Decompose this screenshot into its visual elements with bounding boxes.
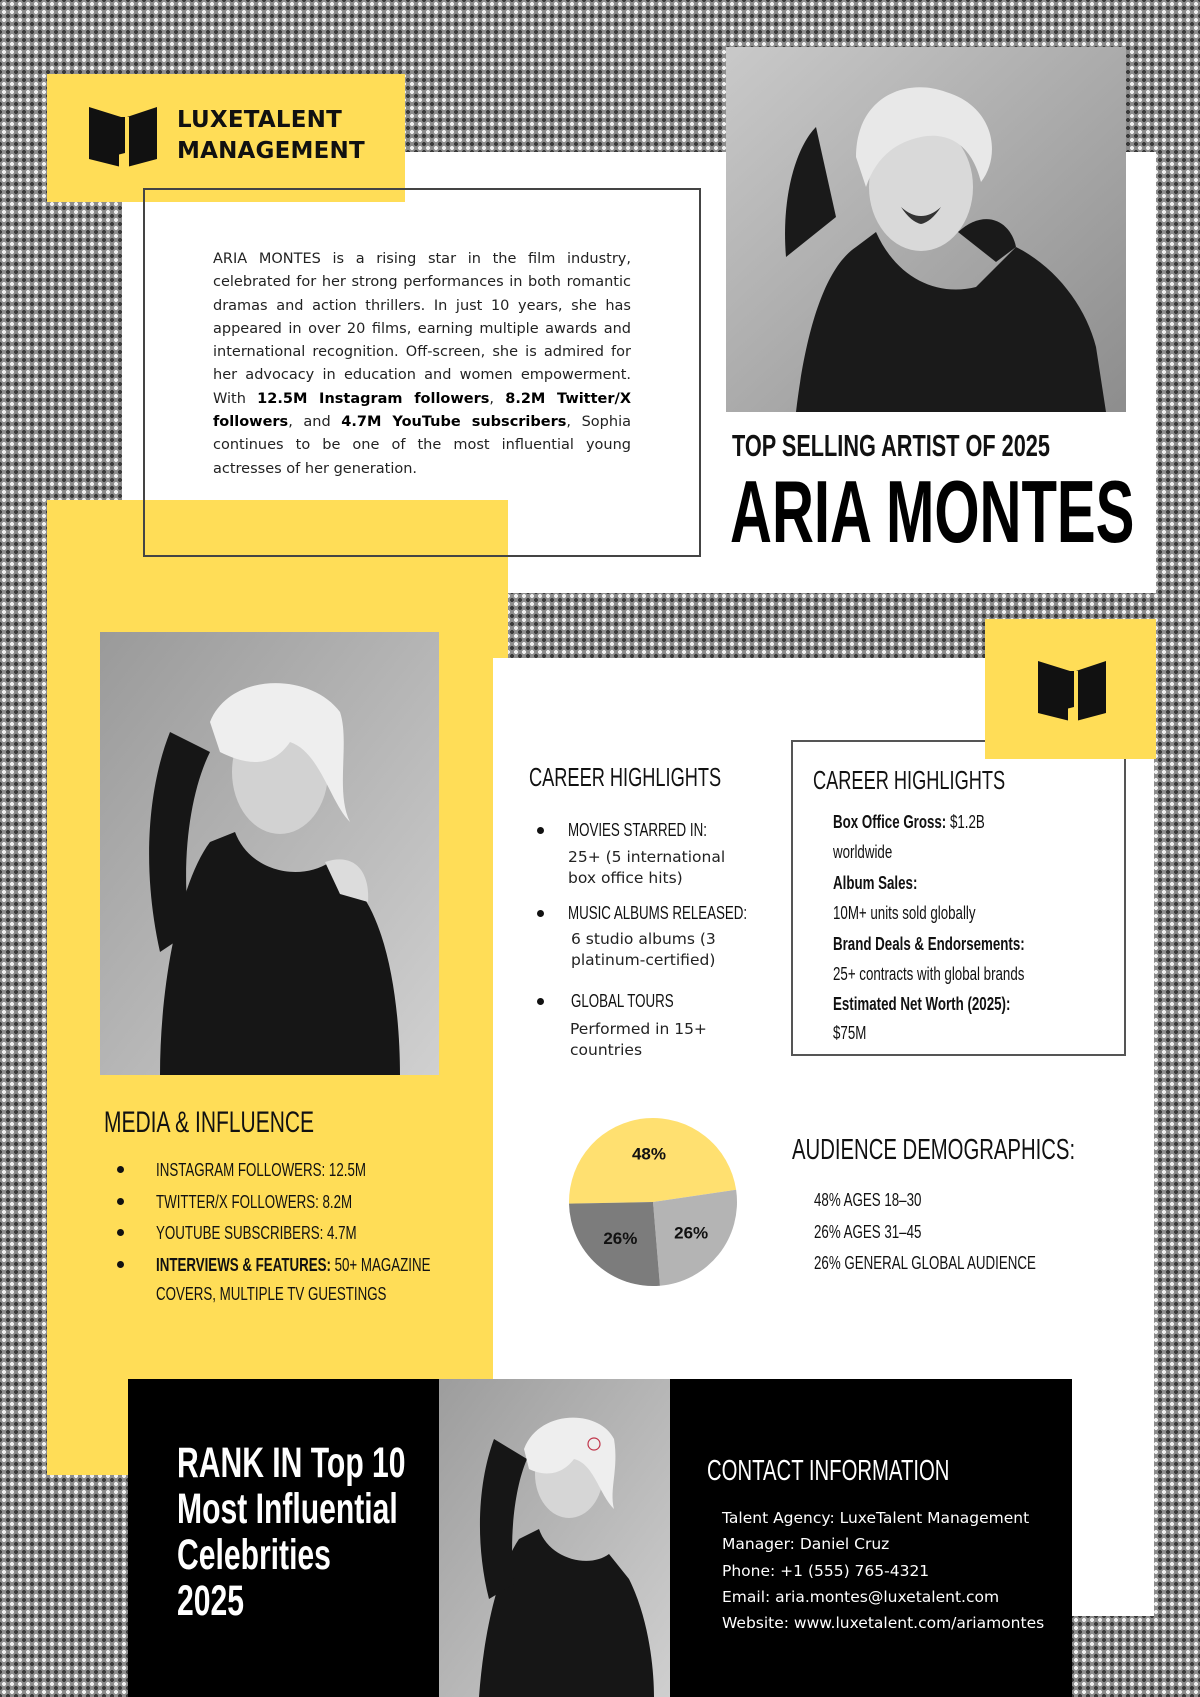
hero-name: ARIA MONTES — [730, 462, 1135, 561]
pie-label-1: 48% — [631, 1144, 666, 1164]
media-item-twitter: TWITTER/X FOLLOWERS: 8.2M — [156, 1191, 353, 1212]
rank-line-3: Celebrities — [177, 1531, 331, 1579]
pie-label-3: 26% — [603, 1229, 638, 1249]
career-item-tours-desc-2: countries — [570, 1041, 643, 1059]
contact-details — [722, 1505, 1044, 1636]
media-bullet-2 — [117, 1198, 124, 1205]
career-left-title: CAREER HIGHLIGHTS — [529, 762, 722, 792]
bio-sep-2: , and — [288, 414, 331, 431]
career-bullet-1 — [537, 827, 544, 834]
bio-stat-youtube: 4.7M YouTube subscribers — [341, 414, 567, 431]
media-item-interviews — [156, 1254, 430, 1276]
box-office-value-2: worldwide — [833, 841, 893, 862]
brand-deals-value: 25+ contracts with global brands — [833, 963, 1025, 984]
brand-header — [47, 74, 405, 202]
media-bullet-3 — [117, 1229, 124, 1236]
rank-line-4: 2025 — [177, 1577, 244, 1625]
career-item-movies-desc-2: box office hits) — [568, 869, 683, 887]
bio-outro: , Sophia continues to be one of the most influential young actresses of her generation. — [213, 414, 631, 477]
album-sales-label — [833, 868, 917, 898]
bio-text — [213, 248, 631, 481]
career-item-albums-desc-1: 6 studio albums (3 — [571, 930, 716, 948]
career-bullet-3 — [537, 998, 544, 1005]
networth-label: Estimated Net Worth (2025): — [833, 993, 1011, 1014]
career-right-title: CAREER HIGHLIGHTS — [813, 765, 1006, 795]
corner-logo-overlap — [985, 738, 1126, 759]
portrait-photo-top — [726, 47, 1126, 412]
career-item-tours-desc-1: Performed in 15+ — [570, 1020, 707, 1038]
demographics-pie-chart — [563, 1114, 743, 1290]
album-label: Album Sales: — [833, 872, 918, 893]
media-title: MEDIA & INFLUENCE — [104, 1106, 315, 1139]
career-item-albums-label: MUSIC ALBUMS RELEASED: — [568, 902, 748, 923]
portrait-photo-middle — [100, 632, 439, 1075]
rank-line-1: RANK IN Top 10 — [177, 1439, 406, 1487]
media-interviews-label: INTERVIEWS & FEATURES: — [156, 1254, 331, 1275]
contact-agency: Talent Agency: LuxeTalent Management — [722, 1509, 1030, 1527]
album-sales-value: 10M+ units sold globally — [833, 902, 976, 923]
career-item-albums-desc-2: platinum-certified) — [571, 951, 716, 969]
pie-label-2: 26% — [674, 1223, 709, 1243]
pie-svg — [563, 1114, 743, 1290]
book-icon — [87, 103, 159, 175]
contact-email[interactable]: Email: aria.montes@luxetalent.com — [722, 1587, 1000, 1606]
demographics-title: AUDIENCE DEMOGRAPHICS: — [792, 1134, 1076, 1166]
media-interviews-value-2: COVERS, MULTIPLE TV GUESTINGS — [156, 1283, 387, 1304]
demographics-line-1: 48% AGES 18–30 — [814, 1189, 922, 1210]
career-bullet-2 — [537, 910, 544, 917]
contact-phone: Phone: +1 (555) 765-4321 — [722, 1561, 930, 1580]
demographics-line-2: 26% AGES 31–45 — [814, 1221, 922, 1242]
brand-label: Brand Deals & Endorsements: — [833, 933, 1025, 954]
brand-line-2: MANAGEMENT — [177, 138, 365, 164]
career-item-movies-label: MOVIES STARRED IN: — [568, 819, 707, 840]
box-office-value: $1.2B — [946, 811, 985, 832]
box-office-label: Box Office Gross: — [833, 811, 947, 832]
contact-title: CONTACT INFORMATION — [707, 1455, 950, 1487]
bio-stat-instagram: 12.5M Instagram followers — [257, 390, 490, 407]
book-icon-small — [1036, 657, 1108, 732]
portrait-photo-bottom — [439, 1379, 670, 1697]
net-worth-label — [833, 989, 1010, 1019]
career-box-office — [833, 807, 985, 837]
bio-sep-1: , — [489, 390, 494, 407]
media-item-instagram: INSTAGRAM FOLLOWERS: 12.5M — [156, 1159, 366, 1180]
media-interviews-value: 50+ MAGAZINE — [330, 1254, 431, 1275]
media-bullet-4 — [117, 1261, 124, 1268]
brand-deals-label — [833, 929, 1025, 959]
career-item-movies-desc-1: 25+ (5 international — [568, 848, 726, 866]
rank-line-2: Most Influential — [177, 1485, 398, 1533]
net-worth-value: $75M — [833, 1022, 867, 1043]
media-item-youtube: YOUTUBE SUBSCRIBERS: 4.7M — [156, 1222, 357, 1243]
demographics-line-3: 26% GENERAL GLOBAL AUDIENCE — [814, 1252, 1036, 1273]
media-bullet-1 — [117, 1166, 124, 1173]
hero-subtitle: TOP SELLING ARTIST OF 2025 — [732, 428, 1050, 463]
brand-line-1: LUXETALENT — [177, 107, 342, 133]
contact-website[interactable]: Website: www.luxetalent.com/ariamontes — [722, 1614, 1045, 1633]
bio-stat-twitter: 8.2M Twitter/X followers — [213, 390, 632, 431]
brand-name — [177, 105, 365, 167]
bio-intro: ARIA MONTES is a rising star in the film industry, celebrated for her strong performances in both romantic dramas and action thrillers. In just 10 years, she has appeared in over 20 films, earning multiple awards and international recognition. Off-screen, she is admired for her advocacy in education and women empowerment. With — [213, 251, 631, 407]
contact-manager: Manager: Daniel Cruz — [722, 1535, 890, 1554]
career-item-tours-label: GLOBAL TOURS — [571, 990, 674, 1011]
